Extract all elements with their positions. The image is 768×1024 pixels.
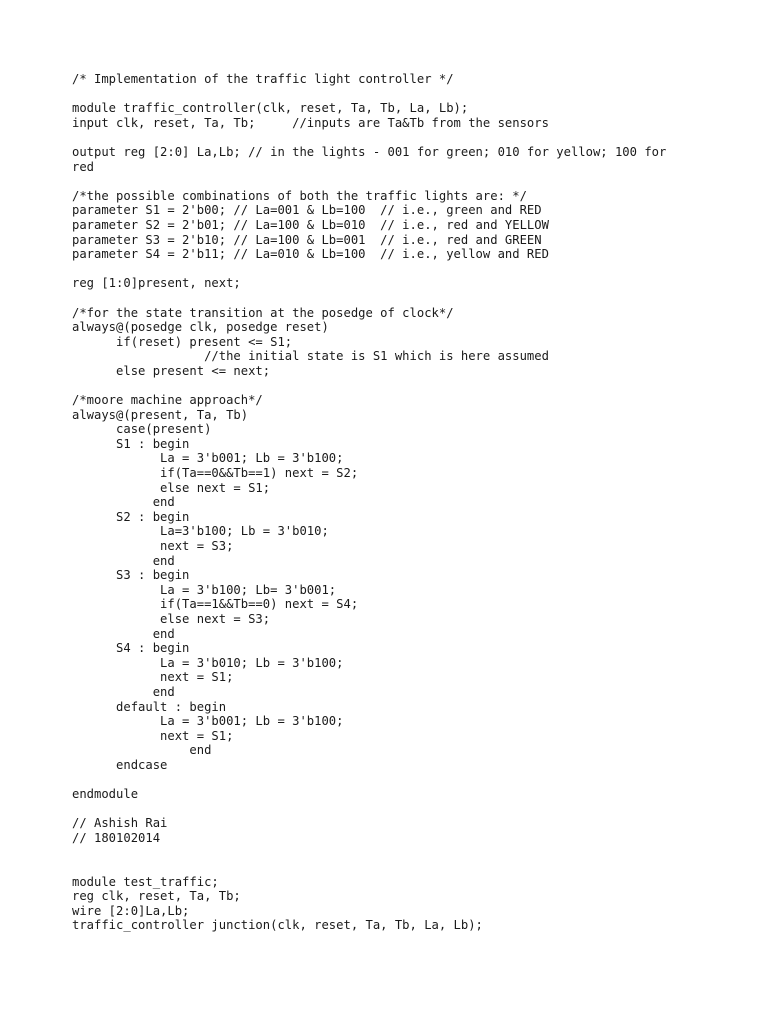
code-line: input clk, reset, Ta, Tb; //inputs are Ta&Tb from the sensors [72,115,549,130]
code-line: output reg [2:0] La,Lb; // in the lights - 001 for green; 010 for yellow; 100 for [72,144,667,159]
code-line: endcase [72,757,168,772]
code-line [72,262,762,277]
code-line: case(present) [72,422,212,437]
code-line: if(Ta==1&&Tb==0) next = S4; [72,597,359,612]
code-line: parameter S2 = 2'b01; // La=100 & Lb=010 // i.e., red and YELLOW [72,217,549,232]
code-line: end [72,495,175,510]
code-line: // Ashish Rai [72,816,168,831]
code-line: always@(posedge clk, posedge reset) [72,320,329,335]
code-line: S4 : begin [72,641,190,656]
code-line: else next = S3; [72,611,271,626]
code-line: wire [2:0]La,Lb; [72,903,190,918]
code-line: parameter S1 = 2'b00; // La=001 & Lb=100 // i.e., green and RED [72,203,542,218]
code-line: reg clk, reset, Ta, Tb; [72,889,241,904]
code-line [72,378,762,393]
code-line: module test_traffic; [72,874,219,889]
code-line: end [72,626,175,641]
code-line [72,87,762,102]
code-line [72,845,762,860]
code-line: reg [1:0]present, next; [72,276,241,291]
code-line [72,130,762,145]
code-line: end [72,684,175,699]
code-line: /* Implementation of the traffic light controller */ [72,72,454,86]
code-line: end [72,553,175,568]
code-line: /*moore machine approach*/ [72,393,263,408]
code-line: endmodule [72,787,139,802]
code-line: if(Ta==0&&Tb==1) next = S2; [72,466,359,481]
code-line: next = S1; [72,670,234,685]
code-line: end [72,743,212,758]
code-line: //the initial state is S1 which is here assumed [72,349,549,364]
code-line: always@(present, Ta, Tb) [72,407,249,422]
code-line: La = 3'b010; Lb = 3'b100; [72,655,344,670]
code-line: // 180102014 [72,830,161,845]
code-line: /*for the state transition at the posedge of clock*/ [72,305,454,320]
code-line: next = S3; [72,539,234,553]
code-line: S2 : begin [72,509,190,524]
code-line: traffic_controller junction(clk, reset, Ta, Tb, La, Lb); [72,918,483,933]
code-line: else present <= next; [72,363,271,378]
code-line: module traffic_controller(clk, reset, Ta, Tb, La, Lb); [72,101,469,116]
code-line: else next = S1; [72,480,271,495]
code-line: La = 3'b100; Lb= 3'b001; [72,582,337,597]
code-line: /*the possible combinations of both the traffic lights are: */ [72,188,527,203]
code-line: default : begin [72,699,227,714]
code-line: parameter S3 = 2'b10; // La=100 & Lb=001 // i.e., red and GREEN [72,232,542,247]
code-line: La = 3'b001; Lb = 3'b100; [72,714,344,729]
code-line: red [72,159,95,174]
code-line: La = 3'b001; Lb = 3'b100; [72,451,344,466]
code-line: La=3'b100; Lb = 3'b010; [72,524,329,539]
code-line: S3 : begin [72,568,190,583]
code-line [72,802,762,817]
code-line: next = S1; [72,728,234,743]
code-line [72,773,762,788]
code-line [72,291,762,306]
code-listing [72,72,762,933]
code-line [72,174,762,189]
code-line [72,860,762,875]
code-line: parameter S4 = 2'b11; // La=010 & Lb=100 // i.e., yellow and RED [72,247,549,262]
code-line: S1 : begin [72,436,190,451]
code-line: if(reset) present <= S1; [72,334,293,349]
